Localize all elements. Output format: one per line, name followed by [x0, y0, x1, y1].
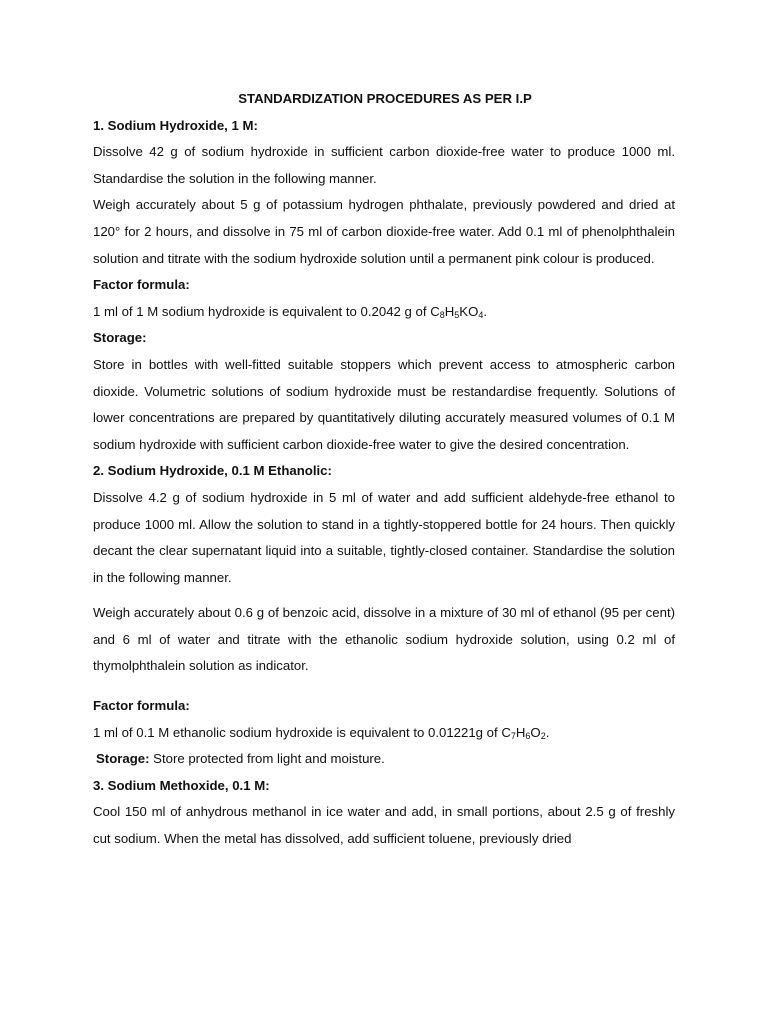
formula-subscript: 2: [540, 730, 546, 741]
formula-part: O: [530, 724, 541, 740]
section-2-formula: [501, 725, 549, 740]
section-1-paragraph-1: Dissolve 42 g of sodium hydroxide in sufficient carbon dioxide-free water to produce 1000 ml. Standardise the solution in the following manner.: [93, 144, 675, 186]
section-1-factor-heading: Factor formula:: [93, 277, 190, 293]
formula-part: KO: [459, 303, 479, 319]
section-1-heading: 1. Sodium Hydroxide, 1 M:: [93, 117, 258, 133]
formula-part: C: [501, 724, 511, 740]
formula-subscript: 7: [510, 730, 516, 741]
section-2-factor-heading: Factor formula:: [93, 698, 190, 714]
section-2-factor-line: [93, 720, 675, 747]
section-2-paragraph-2: Weigh accurately about 0.6 g of benzoic acid, dissolve in a mixture of 30 ml of ethanol (95 per cent) and 6 ml of water and titrate with the ethanolic sodium hydroxide solution, using 0.2 ml of thymolphthalein solution as indicator.: [93, 605, 675, 674]
formula-part: H: [444, 303, 455, 319]
section-2-paragraph-1: Dissolve 4.2 g of sodium hydroxide in 5 ml of water and add sufficient aldehyde-free ethanol to produce 1000 ml. Allow the solution to stand in a tightly-stoppered bottle for 24 hours. Then quickly decant the clear supernatant liquid into a suitable, tightly-closed container. Standardise the solution in the following manner.: [93, 489, 675, 585]
formula-subscript: 8: [439, 309, 445, 320]
section-1-factor-text: 1 ml of 1 M sodium hydroxide is equivalent to 0.2042 g of: [93, 303, 431, 319]
section-2-heading: 2. Sodium Hydroxide, 0.1 M Ethanolic:: [93, 463, 332, 479]
formula-part: .: [483, 303, 488, 319]
formula-subscript: 5: [454, 309, 460, 320]
section-1-storage-text: Store in bottles with well-fitted suitable stoppers which prevent access to atmospheric carbon dioxide. Volumetric solutions of sodium hydroxide must be restandardise frequently. Solutions of lower concentrations are prepared by quantitatively diluting accurately measured volumes of 0.1 M sodium hydroxide with sufficient carbon dioxide-free water to give the desired concentration.: [93, 356, 675, 452]
section-3-paragraph-1: Cool 150 ml of anhydrous methanol in ice water and add, in small portions, about 2.5 g of freshly cut sodium. When the metal has dissolved, add sufficient toluene, previously dried: [93, 804, 675, 847]
formula-subscript: 4: [478, 309, 484, 320]
section-2-storage-label: Storage:: [96, 751, 150, 767]
formula-subscript: 6: [525, 730, 531, 741]
formula-part: .: [545, 724, 550, 740]
formula-part: H: [515, 724, 526, 740]
section-3-heading: 3. Sodium Methoxide, 0.1 M:: [93, 777, 270, 793]
section-2-storage-line: [93, 746, 675, 773]
section-1-formula: [430, 304, 487, 319]
formula-part: C: [430, 303, 440, 319]
section-1-factor-line: [93, 299, 675, 326]
document-page: [93, 86, 675, 853]
section-1-storage-heading: Storage:: [93, 330, 147, 346]
section-2-storage-text: Store protected from light and moisture.: [149, 751, 385, 767]
section-1-paragraph-2: Weigh accurately about 5 g of potassium hydrogen phthalate, previously powdered and dried at 120° for 2 hours, and dissolve in 75 ml of carbon dioxide-free water. Add 0.1 ml of phenolphthalein solution and titrate with the sodium hydroxide solution until a permanent pink colour is produced.: [93, 197, 675, 266]
document-title: STANDARDIZATION PROCEDURES AS PER I.P: [238, 91, 532, 106]
section-2-factor-text: 1 ml of 0.1 M ethanolic sodium hydroxide is equivalent to 0.01221g of: [93, 724, 502, 740]
